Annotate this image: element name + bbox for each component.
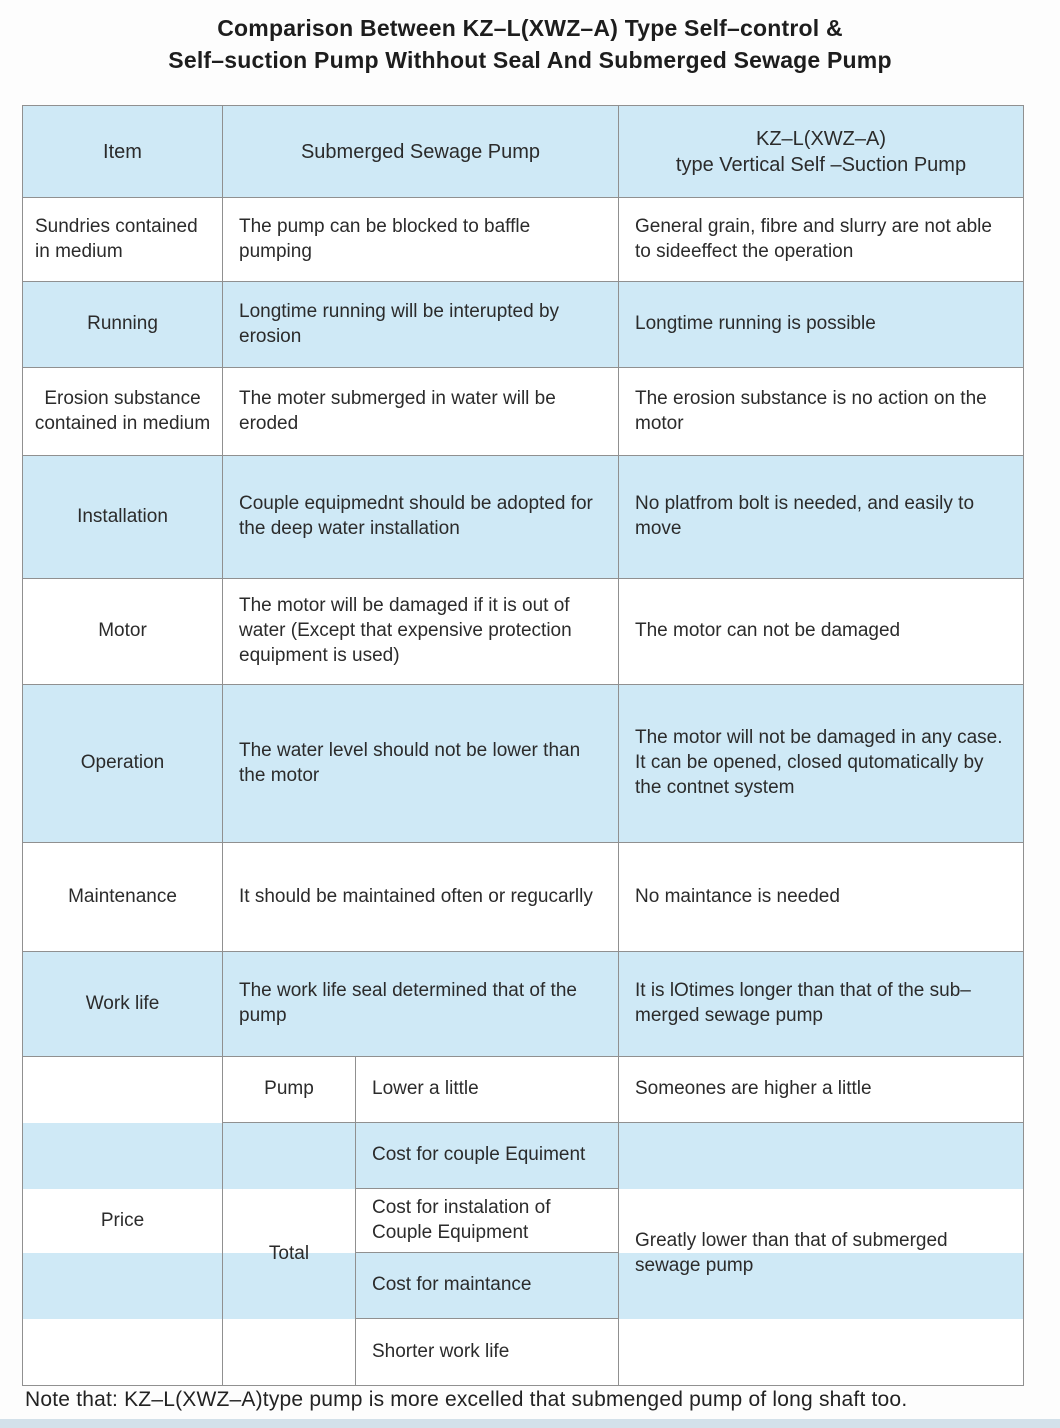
cell-price-pump-label: Pump (223, 1057, 356, 1123)
cell-price-cost-couple-equipment: Cost for couple Equiment (356, 1123, 619, 1189)
cell-item-sundries: Sundries contained in medium (23, 198, 223, 282)
cell-price-shorter-work-life: Shorter work life (356, 1319, 619, 1386)
cell-kzl-running: Longtime running is possible (619, 282, 1024, 368)
cell-item-operation: Operation (23, 685, 223, 843)
cell-submerged-running: Longtime running will be interupted by erosion (223, 282, 619, 368)
cell-price-pump-detail: Lower a little (356, 1057, 619, 1123)
cell-price-cost-installation: Cost for instalation of Couple Equipment (356, 1189, 619, 1253)
cell-submerged-erosion: The moter submerged in water will be eroded (223, 368, 619, 456)
page-title-line2: Self–suction Pump Withhout Seal And Submerged Sewage Pump (168, 47, 892, 73)
comparison-table (22, 105, 1024, 1386)
cell-kzl-operation: The motor will not be damaged in any case. It can be opened, closed qutomatically by the contnet system (619, 685, 1024, 843)
cell-kzl-erosion: The erosion substance is no action on the motor (619, 368, 1024, 456)
cell-kzl-maintenance: No maintance is needed (619, 843, 1024, 952)
cell-item-erosion: Erosion substance contained in medium (23, 368, 223, 456)
cell-submerged-motor: The motor will be damaged if it is out of water (Except that expensive protection equipment is used) (223, 579, 619, 685)
header-item: Item (23, 106, 223, 198)
page-title-line1: Comparison Between KZ–L(XWZ–A) Type Self–control & (217, 15, 843, 41)
footnote: Note that: KZ–L(XWZ–A)type pump is more excelled that submenged pump of long shaft too. (25, 1388, 908, 1411)
header-kzl-line2: type Vertical Self –Suction Pump (675, 153, 967, 176)
header-submerged-pump: Submerged Sewage Pump (223, 106, 619, 198)
cell-item-installation: Installation (23, 456, 223, 579)
cell-price-total-kzl: Greatly lower than that of submerged sewage pump (619, 1123, 1024, 1386)
cell-submerged-operation: The water level should not be lower than the motor (223, 685, 619, 843)
cell-kzl-motor: The motor can not be damaged (619, 579, 1024, 685)
cell-submerged-installation: Couple equipmednt should be adopted for the deep water installation (223, 456, 619, 579)
cell-kzl-sundries: General grain, fibre and slurry are not able to sideeffect the operation (619, 198, 1024, 282)
cell-item-motor: Motor (23, 579, 223, 685)
header-kzl-pump (619, 106, 1024, 198)
header-kzl-line1: KZ–L(XWZ–A) (755, 127, 887, 150)
cell-item-maintenance: Maintenance (23, 843, 223, 952)
cell-item-worklife: Work life (23, 952, 223, 1057)
cell-kzl-installation: No platfrom bolt is needed, and easily to move (619, 456, 1024, 579)
footer-bar (0, 1419, 1060, 1428)
cell-submerged-worklife: The work life seal determined that of the pump (223, 952, 619, 1057)
page-title (0, 12, 1060, 76)
cell-kzl-worklife: It is lOtimes longer than that of the sub–merged sewage pump (619, 952, 1024, 1057)
cell-item-price: Price (23, 1057, 223, 1386)
cell-submerged-sundries: The pump can be blocked to baffle pumping (223, 198, 619, 282)
cell-price-total-label: Total (223, 1123, 356, 1386)
cell-item-running: Running (23, 282, 223, 368)
cell-price-cost-maintenance: Cost for maintance (356, 1253, 619, 1319)
cell-price-pump-kzl: Someones are higher a little (619, 1057, 1024, 1123)
cell-submerged-maintenance: It should be maintained often or regucarlly (223, 843, 619, 952)
